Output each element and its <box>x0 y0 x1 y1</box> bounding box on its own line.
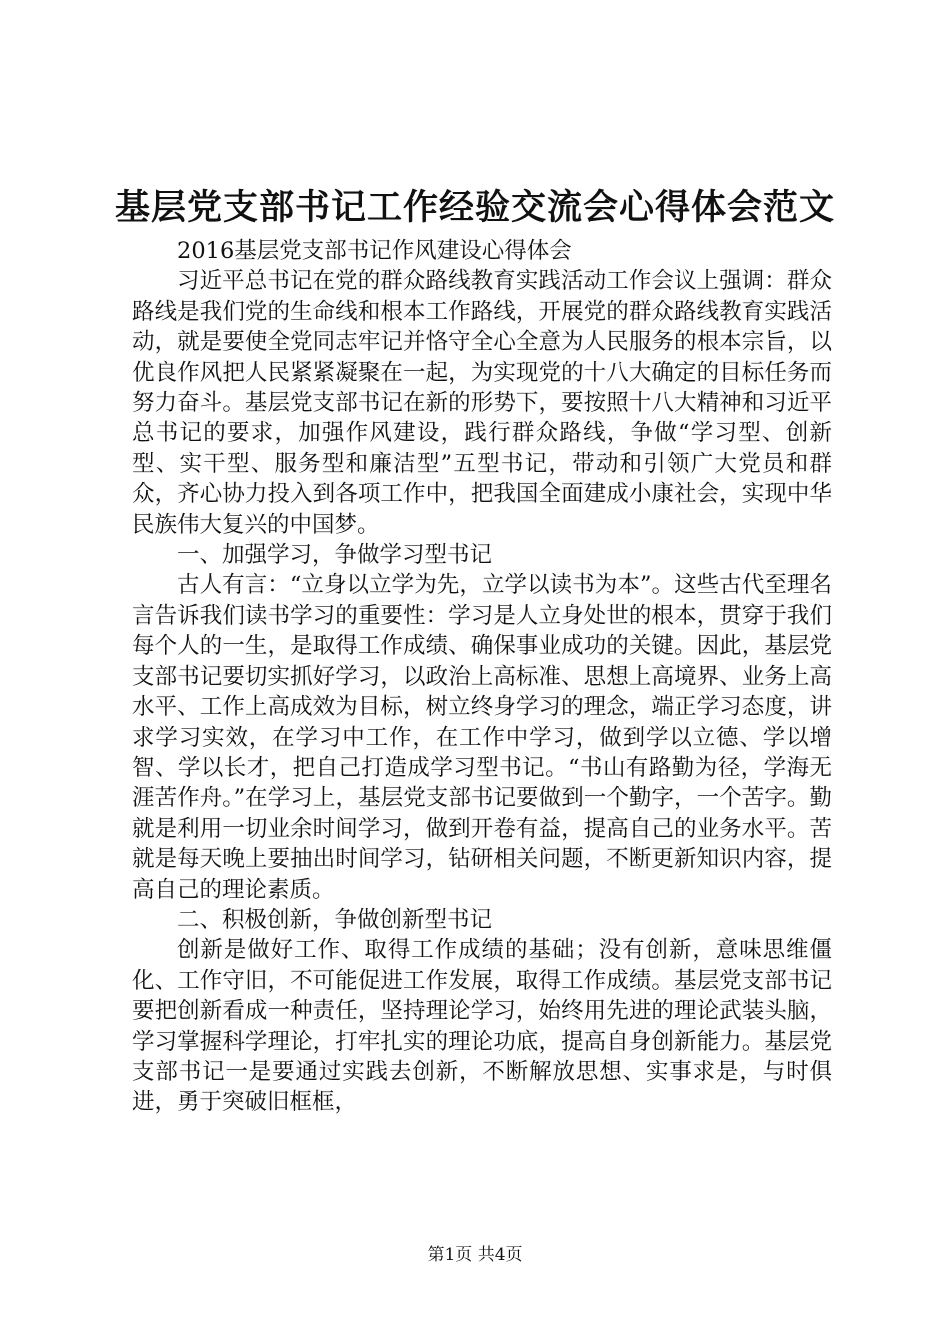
document-title: 基层党支部书记工作经验交流会心得体会范文 <box>114 187 835 228</box>
section-heading-2: 二、积极创新，争做创新型书记 <box>177 906 493 933</box>
intro-paragraph: 习近平总书记在党的群众路线教育实践活动工作会议上强调：群众路线是我们党的生命线和根本工作路线，开展党的群众路线教育实践活动，就是要使全党同志牢记并恪守全心全意为人民服务的根本宗旨，以优良作风把人民紧紧凝聚在一起，为实现党的十八大确定的目标任务而努力奋斗。基层党支部书记在新的形势下，要按照十八大精神和习近平总书记的要求，加强作风建设，践行群众路线，争做“学习型、创新型、实干型、服务型和廉洁型”五型书记，带动和引领广大党员和群众，齐心协力投入到各项工作中，把我国全面建成小康社会，实现中华民族伟大复兴的中国梦。 <box>132 268 832 538</box>
section-1-paragraph: 古人有言：“立身以立学为先，立学以读书为本”。这些古代至理名言告诉我们读书学习的重要性：学习是人立身处世的根本，贯穿于我们每个人的一生，是取得工作成绩、确保事业成功的关键。因此，基层党支部书记要切实抓好学习，以政治上高标准、思想上高境界、业务上高水平、工作上高成效为目标，树立终身学习的理念，端正学习态度，讲求学习实效，在学习中工作，在工作中学习，做到学以立德、学以增智、学以长才，把自己打造成学习型书记。“书山有路勤为径，学海无涯苦作舟。”在学习上，基层党支部书记要做到一个勤字，一个苦字。勤就是利用一切业余时间学习，做到开卷有益，提高自己的业务水平。苦就是每天晚上要抽出时间学习，钻研相关问题，不断更新知识内容，提高自己的理论素质。 <box>132 572 832 903</box>
subtitle-paragraph: 2016基层党支部书记作风建设心得体会 <box>177 238 572 264</box>
section-heading-1: 一、加强学习，争做学习型书记 <box>177 542 493 569</box>
section-2-paragraph: 创新是做好工作、取得工作成绩的基础；没有创新，意味思维僵化、工作守旧，不可能促进工作发展，取得工作成绩。基层党支部书记要把创新看成一种责任，坚持理论学习，始终用先进的理论武装头脑，学习掌握科学理论，打牢扎实的理论功底，提高自身创新能力。基层党支部书记一是要通过实践去创新，不断解放思想、实事求是，与时俱进，勇于突破旧框框， <box>132 937 832 1116</box>
page-number-footer: 第1页 共4页 <box>427 1245 523 1265</box>
document-body <box>132 236 832 1118</box>
